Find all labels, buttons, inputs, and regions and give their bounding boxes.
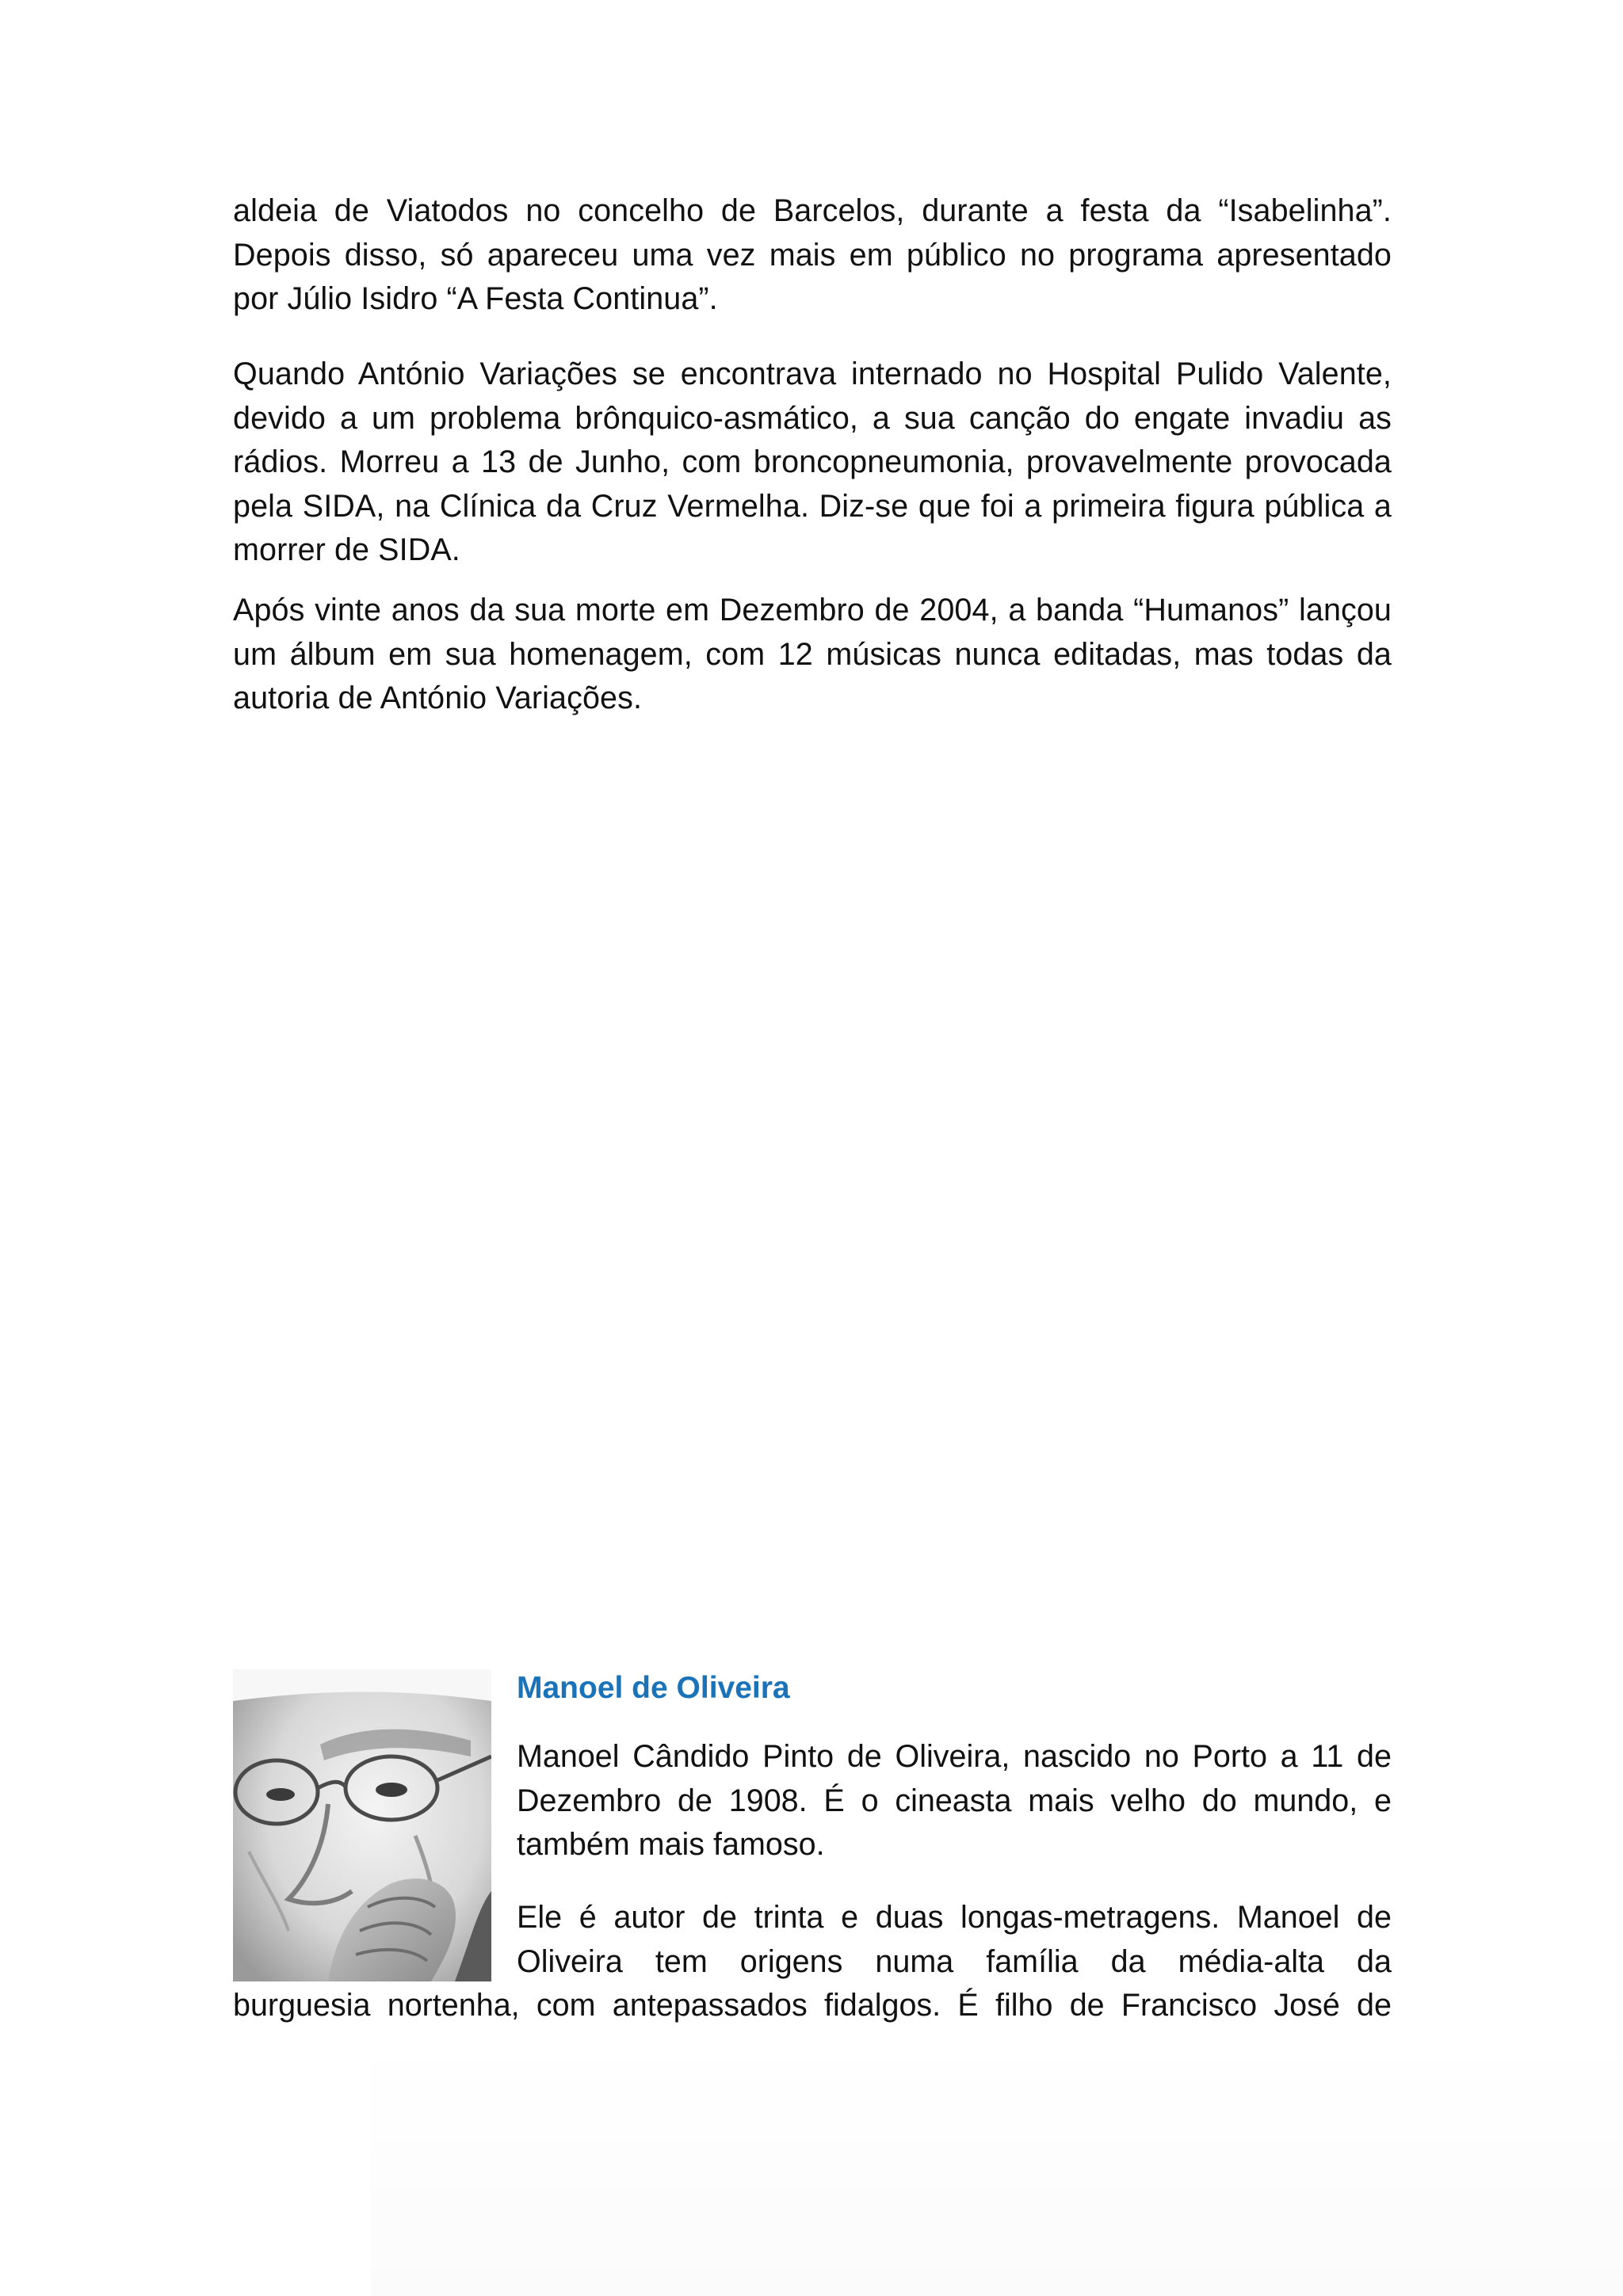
body-paragraph: Após vinte anos da sua morte em Dezembro de 2004, a banda “Humanos” lançou um álbum em sua homenagem, com 12 músicas nunca editadas, mas todas da autoria de António Variações.: [233, 593, 1392, 715]
body-paragraph: Quando António Variações se encontrava internado no Hospital Pulido Valente, devido a um problema brônquico-asmático, a sua canção do engate invadiu as rádios. Morreu a 13 de Junho, com broncopneumonia, provavelmente provocada pela SIDA, na Clínica da Cruz Vermelha. Diz-se que foi a primeira figura pública a morrer de SIDA.: [233, 357, 1392, 567]
portrait-photo: [233, 1669, 491, 1981]
body-paragraph: aldeia de Viatodos no concelho de Barcelos, durante a festa da “Isabelinha”. Depois disso, só apareceu uma vez mais em público no programa apresentado por Júlio Isidro “A Festa Continua”.: [233, 193, 1392, 316]
section-heading: Manoel de Oliveira: [517, 1671, 790, 1705]
body-paragraph: Ele é autor de trinta e duas longas-metragens. Manoel de Oliveira tem origens numa família da média-alta da: [517, 1900, 1392, 1979]
page-shadow: [371, 2036, 1623, 2296]
portrait-drawing: [233, 1669, 491, 1981]
body-paragraph: Manoel Cândido Pinto de Oliveira, nascido no Porto a 11 de Dezembro de 1908. É o cineasta mais velho do mundo, e também mais famoso.: [517, 1739, 1392, 1862]
body-paragraph-continuation: burguesia nortenha, com antepassados fidalgos. É filho de Francisco José de: [233, 1988, 1392, 2023]
